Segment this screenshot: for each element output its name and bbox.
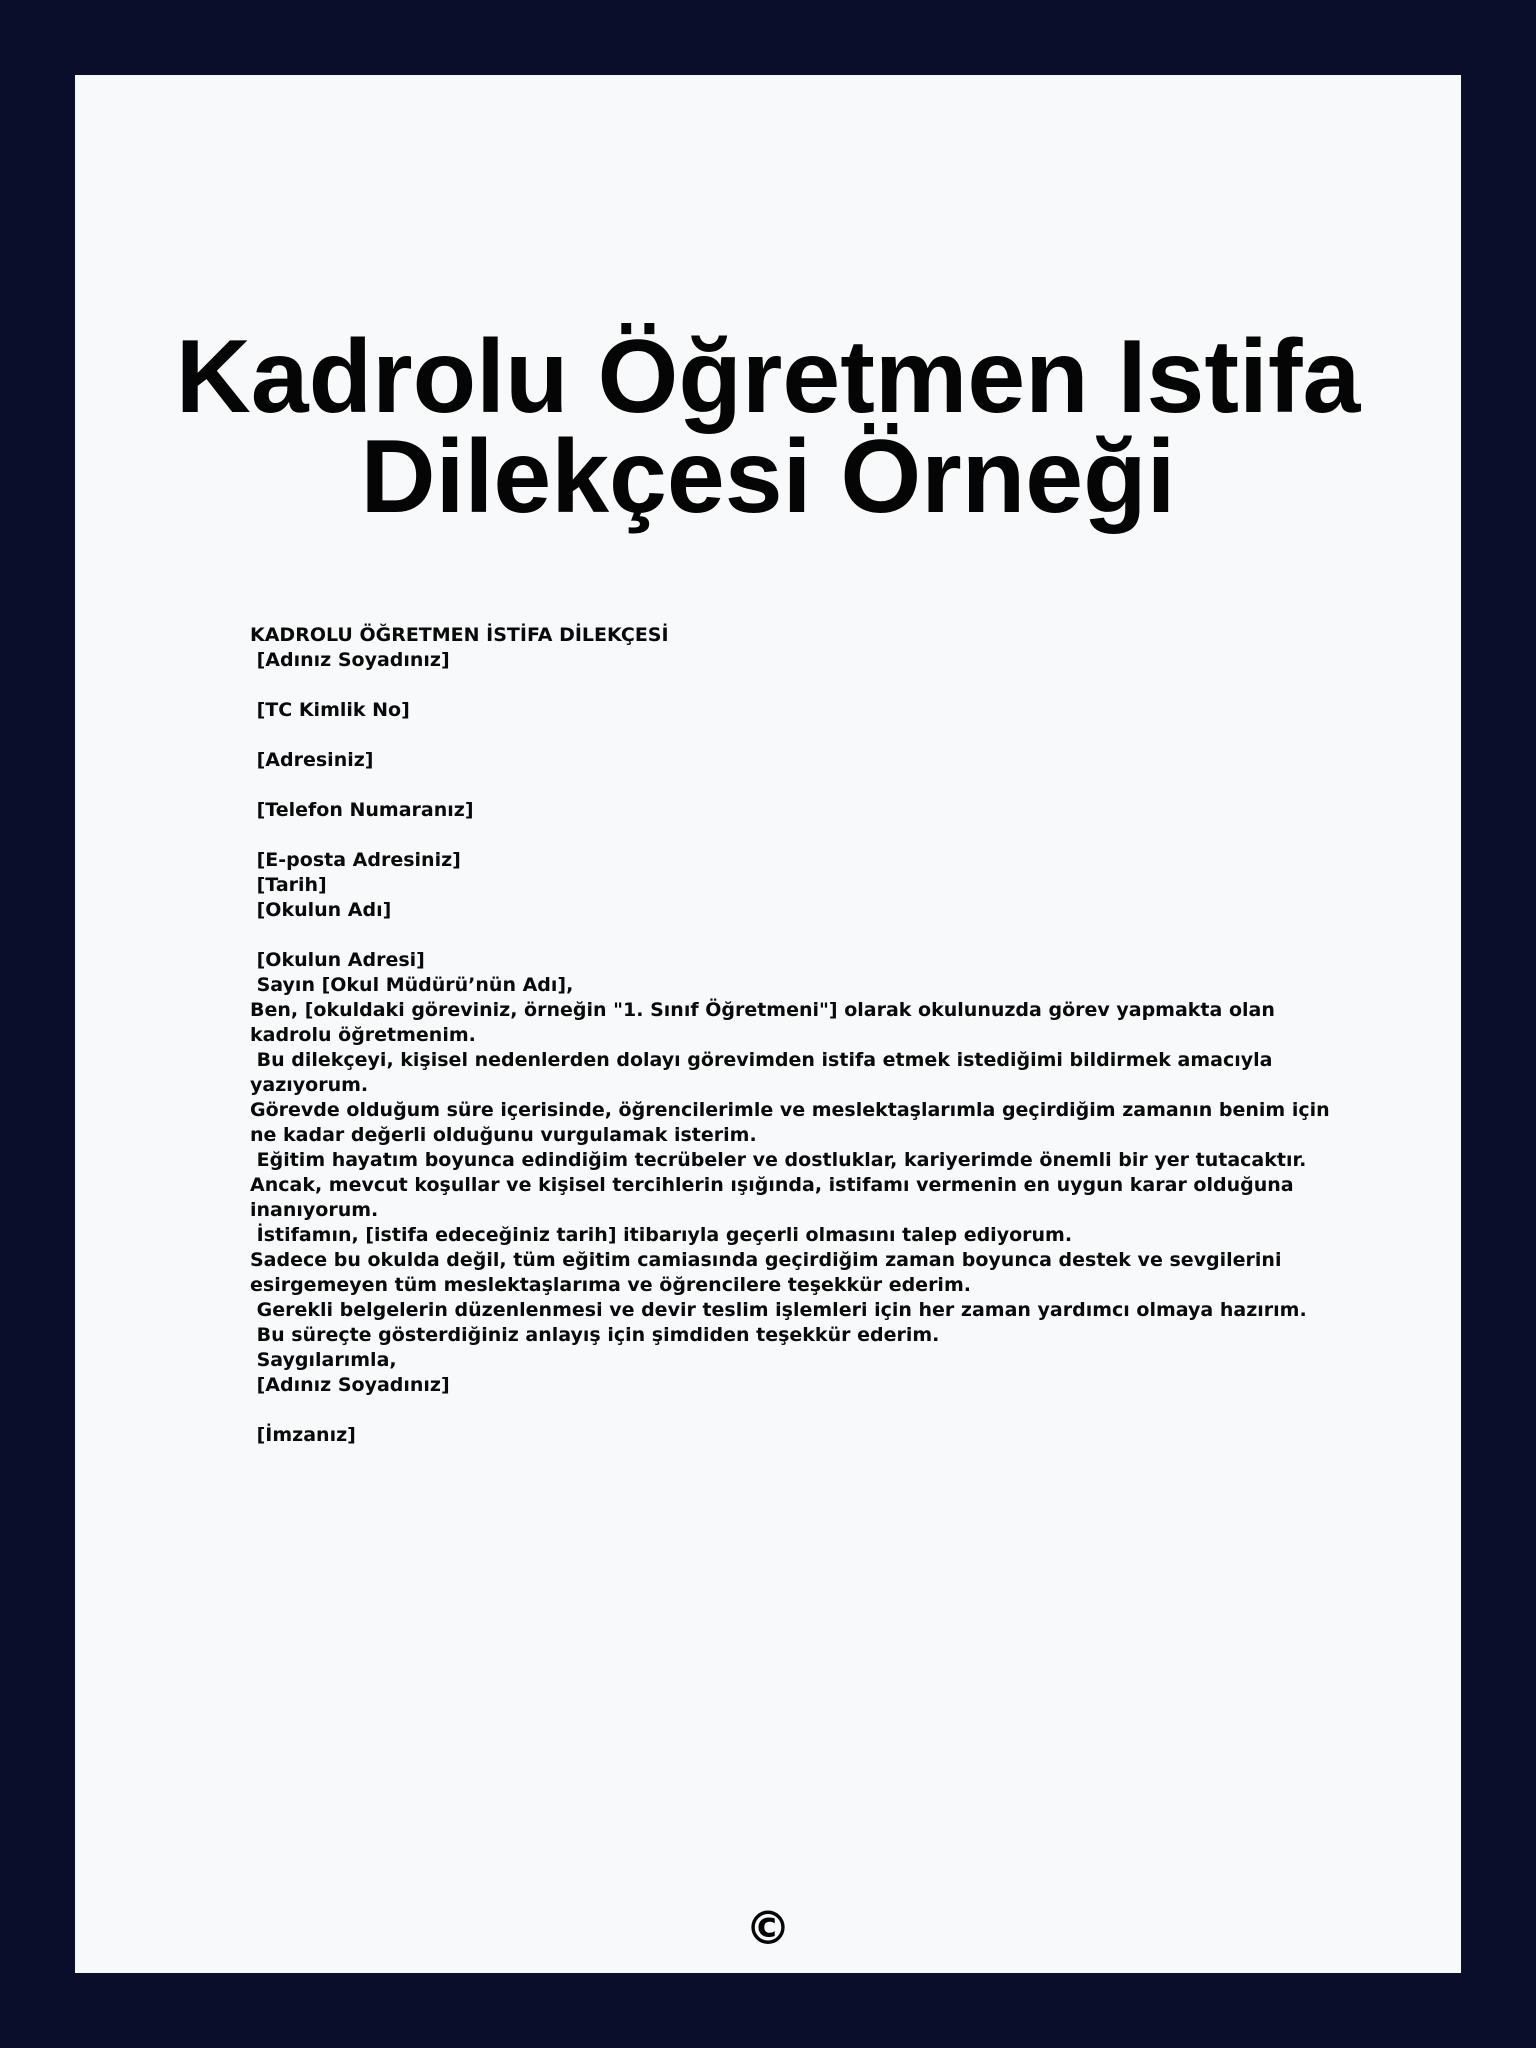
body-paragraph: Sadece bu okulda değil, tüm eğitim camiasında geçirdiğim zaman boyunca destek ve sevgilerini esirgemeyen tüm meslektaşlarıma ve öğrencilere teşekkür ederim. bbox=[250, 1249, 1289, 1296]
spacer bbox=[250, 723, 1360, 748]
page-title bbox=[75, 319, 1461, 535]
body-paragraph: Ben, [okuldaki göreviniz, örneğin "1. Sınıf Öğretmeni"] olarak okulunuzda görev yapmakta olan kadrolu öğretmenim. bbox=[250, 999, 1282, 1046]
school-name: [Okulun Adı] bbox=[250, 899, 392, 921]
title-line-1: Kadrolu Öğretmen Istifa bbox=[175, 319, 1361, 435]
sender-phone: [Telefon Numaranız] bbox=[250, 799, 474, 821]
sender-address: [Adresiniz] bbox=[250, 749, 374, 771]
body-paragraph: Ancak, mevcut koşullar ve kişisel tercihlerin ışığında, istifamı vermenin en uygun karar olduğuna inanıyorum. bbox=[250, 1174, 1301, 1221]
body-paragraph: Bu süreçte gösterdiğiniz anlayış için şimdiden teşekkür ederim. bbox=[250, 1324, 940, 1346]
signature: [İmzanız] bbox=[250, 1424, 356, 1446]
body-paragraph: Bu dilekçeyi, kişisel nedenlerden dolayı görevimden istifa etmek istediğimi bildirmek amacıyla yazıyorum. bbox=[250, 1049, 1280, 1096]
body-paragraph: Görevde olduğum süre içerisinde, öğrencilerimle ve meslektaşlarımla geçirdiğim zamanın benim için ne kadar değerli olduğunu vurgulamak isterim. bbox=[250, 1099, 1337, 1146]
sender-tc: [TC Kimlik No] bbox=[250, 699, 410, 721]
document-page bbox=[75, 75, 1461, 1973]
body-paragraph: Gerekli belgelerin düzenlenmesi ve devir teslim işlemleri için her zaman yardımcı olmaya hazırım. bbox=[250, 1299, 1307, 1321]
body-paragraph: İstifamın, [istifa edeceğiniz tarih] itibarıyla geçerli olmasını talep ediyorum. bbox=[250, 1224, 1073, 1246]
letter-date: [Tarih] bbox=[250, 874, 327, 896]
title-line-2: Dilekçesi Örneği bbox=[360, 419, 1176, 535]
spacer bbox=[250, 923, 1360, 948]
letter-heading: KADROLU ÖĞRETMEN İSTİFA DİLEKÇESİ bbox=[250, 624, 669, 646]
copyright-icon: © bbox=[745, 1901, 791, 1955]
signature-name: [Adınız Soyadınız] bbox=[250, 1374, 450, 1396]
letter-body bbox=[250, 623, 1360, 1448]
body-paragraph: Eğitim hayatım boyunca edindiğim tecrübeler ve dostluklar, kariyerimde önemli bir yer tutacaktır. bbox=[250, 1149, 1307, 1171]
closing: Saygılarımla, bbox=[250, 1349, 397, 1371]
spacer bbox=[250, 773, 1360, 798]
sender-name: [Adınız Soyadınız] bbox=[250, 649, 450, 671]
sender-email: [E-posta Adresiniz] bbox=[250, 849, 461, 871]
spacer bbox=[250, 823, 1360, 848]
spacer bbox=[250, 673, 1360, 698]
greeting: Sayın [Okul Müdürü’nün Adı], bbox=[250, 974, 574, 996]
school-address: [Okulun Adresi] bbox=[250, 949, 425, 971]
spacer bbox=[250, 1398, 1360, 1423]
